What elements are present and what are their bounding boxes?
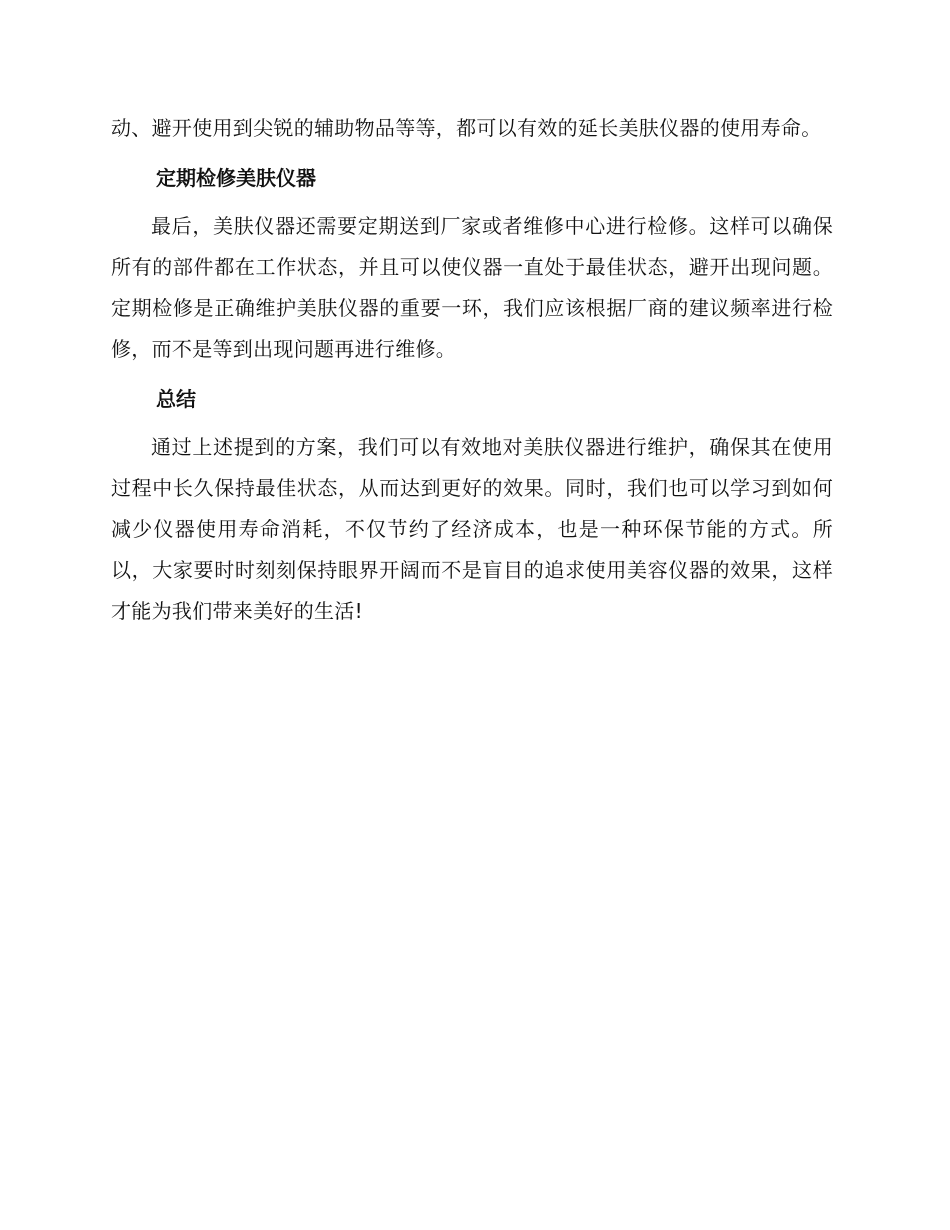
summary-paragraph: 通过上述提到的方案，我们可以有效地对美肤仪器进行维护，确保其在使用过程中长久保持最佳状态，从而达到更好的效果。同时，我们也可以学习到如何减少仪器使用寿命消耗，不仅节约了经济成本，也是一种环保节能的方式。所以，大家要时时刻刻保持眼界开阔而不是盲目的追求使用美容仪器的效果，这样才能为我们带来美好的生活! <box>111 435 833 623</box>
maintenance-heading: 定期检修美肤仪器 <box>156 166 316 190</box>
intro-paragraph: 动、避开使用到尖锐的辅助物品等等，都可以有效的延长美肤仪器的使用寿命。 <box>111 116 822 140</box>
maintenance-paragraph: 最后，美肤仪器还需要定期送到厂家或者维修中心进行检修。这样可以确保所有的部件都在工作状态，并且可以使仪器一直处于最佳状态，避开出现问题。定期检修是正确维护美肤仪器的重要一环，我们应该根据厂商的建议频率进行检修，而不是等到出现问题再进行维修。 <box>111 214 833 361</box>
summary-heading: 总结 <box>156 387 196 411</box>
